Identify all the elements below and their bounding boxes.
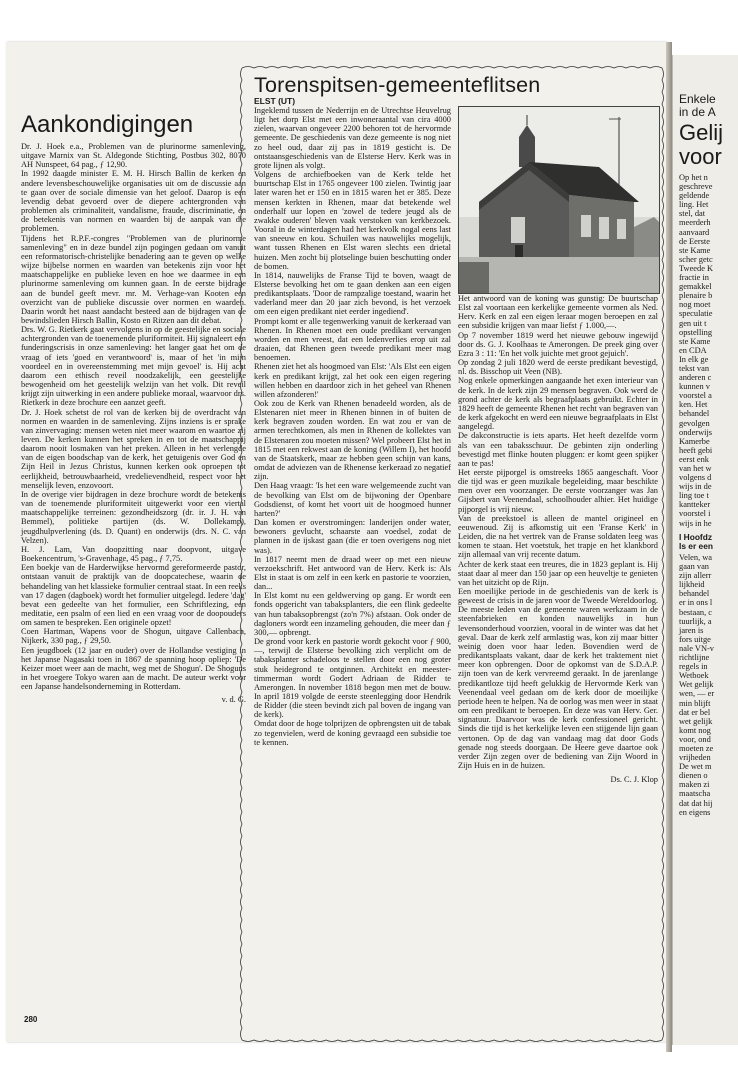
article-paragraph: Van de preekstoel is alleen de mantel origineel en eeuwenoud. Zij is afkomstig uit een 'Franse Kerk' in Leiden, die na het vertrek van de Franse soldaten leeg was komen te staan. Het voetstuk, het trapje en het klankbord zijn allemaal van vrij recente datum.: [458, 513, 658, 560]
article-paragraph: Op 7 november 1819 werd het nieuwe gebouw ingewijd door ds. G. J. Koolhaas te Amerongen. De preek ging over Ezra 3 : 11: 'En het volk juichte met groot gejuich'.: [458, 330, 658, 358]
announcement-paragraph: In 1992 daagde minister E. M. H. Hirsch Ballin de kerken en andere levensbeschouwelijke organisaties uit om de discussie aan te gaan over de sociale dimensie van het geloof. Daarop is een levendig debat gevoerd over de diepere achtergronden van problemen als criminaliteit, vandalisme, fraude, discriminatie, en de betekenis van normen en waarden bij de aanpak van die problemen.: [21, 169, 246, 234]
right-body-line: wen, — er: [679, 689, 715, 699]
right-body-line: wet gelijk: [679, 716, 713, 726]
right-body-line: ken. Het: [679, 400, 708, 410]
right-body-line: anderen c: [679, 373, 712, 383]
article-paragraph: De grond voor kerk en pastorie wordt gekocht voor ƒ 900,—, terwijl de Elsterse bevolking zich verplicht om de tabaksplanter schadeloos te stellen door een nog groter stuk heidegrond te ontginnen. Architekt en meester-timmerman wordt Godert Adriaan de Ridder te Amerongen. In november 1818 begon men met de bouw. In april 1819 volgde de eerste steenlegging door Hendrik de Ridder (die steen bevindt zich pal boven de ingang van de kerk).: [254, 637, 451, 720]
right-body-line: nale VN-v: [679, 643, 714, 653]
article-paragraph: In 1814, nauwelijks de Franse Tijd te boven, waagt de Elsterse bevolking het om te gaan denken aan een eigen predikantsplaats. 'Door de rampzalige toestand, waarin het vaderland meer dan 20 jaar zich bevond, is het verzoek om een eigen predikant niet eerder ingediend'.: [254, 270, 451, 317]
right-body-line: min blijft: [679, 698, 711, 708]
right-body-line: gaan van: [679, 562, 709, 572]
right-body-line: vrijheden: [679, 753, 711, 763]
right-body-line: ling toe t: [679, 491, 709, 501]
announcement-paragraph: Dr. J. Hoek schetst de rol van de kerken bij de overdracht van normen en waarden in de samenleving. Zijns inziens is er sprake van zinvervaging: mensen weten niet meer waarom en waartoe zij leven. De kerken kunnen het spreken in en tot de maatschappij daarom nooit losmaken van het preken. Alleen in het verlengde van de eigen boodschap van de kerk, het getuigenis over God en Zijn Heil in Jezus Christus, kunnen kerken ook oproepen tot eerlijkheid, betrouwbaarheid, vredelievendheid, respect voor het menselijk leven, enzovoort.: [21, 407, 246, 490]
right-body-line: er in ons l: [679, 598, 713, 608]
article-header: [254, 74, 654, 106]
article-column-2: [458, 294, 658, 784]
right-body-line: en eigens: [679, 807, 711, 817]
article-paragraph: Op zondag 2 juli 1820 werd de eerste predikant bevestigd, nl. ds. Bisschop uit Veen (NB).: [458, 358, 658, 377]
page-number: 280: [24, 1015, 38, 1024]
article-paragraph: In Elst komt nu een geldwerving op gang. Er wordt een fonds opgericht van tabaksplanters, die een flink gedeelte van hun tabaksopbrengst (zo'n 7%) afstaan. Ook onder de dagloners wordt een inzameling gehouden, die meer dan ƒ 300,— opbrengt.: [254, 591, 451, 637]
right-body-line: aanvaard: [679, 227, 710, 237]
announcement-paragraph: H. J. Lam, Van doopzitting naar doopvont, uitgave Boekencentrum, 's-Gravenhage, 45 pag., ƒ 7,75.: [21, 544, 246, 564]
right-body-line: ling. Het: [679, 200, 709, 210]
right-body-line: zijn allerr: [679, 571, 712, 581]
article-paragraph: Het antwoord van de koning was gunstig: De buurtschap Elst zal voortaan een kerkelijke gemeente vormen als Ned. Herv. Kerk en zal een eigen leraar mogen beroepen en zal een subsidie krijgen van maar liefst ƒ 1.000,—.: [458, 294, 658, 331]
right-body-line: en CDA: [679, 345, 707, 355]
right-title-line: Gelij: [679, 120, 724, 145]
article-signature: Ds. C. J. Klop: [610, 775, 658, 785]
article-location: ELST (UT): [254, 96, 296, 106]
right-body-line: fors uitge: [679, 634, 711, 644]
right-body-line: ste Kame: [679, 336, 711, 346]
right-body-line: dat dat hij: [679, 798, 713, 808]
announcements-signature: v. d. G.: [221, 695, 246, 705]
right-section-title: I Hoofdz: [679, 532, 713, 542]
article-paragraph: Den Haag vraagt: 'Is het een ware welgemeende zucht van de bevolking van Elst om de bijwoning der Openbare Godsdienst, of komt het voort uit de hoogmoed hunner harten?': [254, 481, 451, 518]
church-illustration: [459, 107, 659, 293]
right-body-line: In elk ge: [679, 354, 709, 364]
right-body-line: heeft gebi: [679, 445, 713, 455]
article-paragraph: Dan komen er overstromingen: landerijen onder water, bewoners gevlucht, schaarste aan voedsel, zodat de plannen in de ijskast gaan (die er toen overigens nog niet was).: [254, 518, 451, 555]
right-body-line: dat er bel: [679, 707, 711, 717]
right-body-text-2: [679, 553, 714, 817]
article-paragraph: Achter de kerk staat een treures, die in 1823 geplant is. Hij staat daar al meer dan 150 jaar op een heuveltje te genieten van het uitzicht op de Rijn.: [458, 559, 658, 587]
right-body-line: eerst enk: [679, 454, 709, 464]
article-paragraph: De dakconstructie is iets aparts. Het heeft dezelfde vorm als van een tabaksschuur. De gebinten zijn onderling bevestigd met flinke houten pluggen: er komt geen spijker aan te pas!: [458, 431, 658, 468]
right-body-line: gen uit t: [679, 318, 707, 328]
right-body-line: De wet m: [679, 762, 712, 772]
announcement-paragraph: Een jeugdboek (12 jaar en ouder) over de Hollandse vestiging in het Japanse Nagasaki toen in 1867 de spanning hoop opliep: 'De Keizer moet weer aan de macht, weg met de Shogun'. De Shoguns in het vroegere Tokyo waren aan de macht. De auteur werkt voor een Japanse handelsonderneming in Rotterdam.: [21, 645, 246, 692]
right-body-line: nog moet: [679, 300, 711, 310]
article-paragraph: Ingeklemd tussen de Nederrijn en de Utrechtse Heuvelrug ligt het dorp Elst met een inwoneraantal van cira 4000 zielen, waarvan ongeveer 2200 behoren tot de hervormde gemeente. De geschiedenis van deze gemeente is nog niet zo heel oud, daar zij pas in 1819 gesticht is. De ontstaansgeschiedenis van de Elsterse Herv. Kerk was in grote lijnen als volgt.: [254, 106, 451, 170]
announcements-title: Aankondigingen: [21, 111, 194, 138]
right-kicker-line: Enkele: [679, 92, 716, 106]
announcement-paragraph: Tijdens het R.P.F.-congres "Problemen van de plurinorme samenleving" en in deze bundel zijn pogingen gedaan om vanuit een reformatorisch-christelijke benadering aan te geven op welke wijze bijbelse normen en waarden van betekenis zijn voor het maatschappelijke en publieke leven en hoe we daarmee in een plurinorme samenleving om kunnen gaan. In de eerste bijdrage aan de bundel geeft mevr. mr. M. Verhage-van Kooten een overzicht van de publieke discussie over normen en waarden. Daarin wordt het naast aandacht besteed aan de bijdragen van de bewindslieden Hirsch Ballin, Kosto en Ritzen aan dit debat.: [21, 233, 246, 325]
announcement-paragraph: Drs. W. G. Rietkerk gaat vervolgens in op de geestelijke en sociale achtergronden van de toenemende pluriformiteit. Hij signaleert een funderingscrisis in onze samenleving: het langer gaat het om de vraag of iets 'goed en verantwoord' is, maar of het 'in mijn voordeel en in overeenstemming met mijn gevoel' is. Hij acht daarom een ethisch reveil noodzakelijk, een geestelijke bewogenheid om het geestelijk welzijn van het volk. Dit reveil krijgt zijn uitwerking in een andere publieke moraal, waarvoor drs. Rietkerk in deze brochure een aanzet geeft.: [21, 325, 246, 408]
right-body-line: voorstel i: [679, 509, 711, 519]
right-body-line: jaren is: [679, 625, 704, 635]
announcement-paragraph: In de overige vier bijdragen in deze brochure wordt de betekenis van de toenemende pluriformiteit uitgewerkt voor een viertal maatschappelijke terreinen: gezondheidszorg (dr. ir. J. H. van Bemmel), politieke partijen (ds. W. Dollekamp), jeugdhulpverlening (ds. D. Quant) en onderwijs (drs. N. C. van Velzen).: [21, 489, 246, 545]
article-paragraph: In 1817 neemt men de draad weer op met een nieuw verzoekschrift. Het antwoord van de Herv. Kerk is: Als Elst in staat is om zelf in een kerk en pastorie te voorzien, dan...: [254, 554, 451, 592]
right-body-line: wijs in de: [679, 482, 712, 492]
right-body-line: ste Kame: [679, 245, 711, 255]
announcements-column: [21, 112, 246, 705]
article-paragraph: Prompt komt er alle tegenwerking vanuit de kerkeraad van Rhenen. In Rhenen moet een oude predikant vervangen worden en men vreest, dat een ledenverlies erop uit zal draaien, dat Rhenen geen tweede predikant meer mag benoemen.: [254, 316, 451, 363]
right-body-line: behandel: [679, 409, 710, 419]
right-body-line: tuurlijk, a: [679, 616, 712, 626]
right-body-line: kantteker: [679, 500, 711, 510]
right-kicker-line: in de A: [679, 105, 716, 119]
right-body-line: regels in: [679, 662, 708, 672]
right-body-line: Wetboek: [679, 671, 709, 681]
right-kicker: [679, 93, 716, 119]
right-body-line: speculatie: [679, 309, 713, 319]
right-body-line: scher getc: [679, 254, 713, 264]
right-body-line: Velen, wa: [679, 553, 713, 562]
right-body-line: komt nog: [679, 725, 711, 735]
right-body-line: maatscha: [679, 789, 711, 799]
church-photo: [458, 106, 660, 294]
right-body-line: geschreve: [679, 182, 713, 192]
right-body-line: de Eerste: [679, 236, 710, 246]
right-body-line: gemakkel: [679, 282, 712, 292]
right-body-line: Wet gelijk: [679, 680, 714, 690]
right-body-line: van het w: [679, 464, 712, 473]
right-page-edge: [672, 55, 738, 1045]
article-paragraph: Rhenen ziet het als hoogmoed van Elst: 'Als Elst een eigen kerk en predikant krijgt, zal het ook een eigen regering willen hebben en daardoor zich in het geheel van Rhenen willen afzonderen!': [254, 362, 451, 399]
right-body-line: fractie in: [679, 273, 709, 283]
right-body-line: kunnen v: [679, 382, 710, 392]
right-body-line: onderwijs: [679, 427, 713, 437]
article-paragraph: Omdat door de hoge tolprijzen de opbrengsten uit de tabak zo tegenvielen, werd de koning gevraagd een subsidie toe te kennen.: [254, 719, 451, 747]
right-body-line: Kamerbe: [679, 436, 710, 446]
announcement-paragraph: Coen Hartman, Wapens voor de Shogun, uitgave Callenbach, Nijkerk, 330 pag., ƒ 29,50.: [21, 627, 246, 646]
right-body-line: geldende: [679, 191, 710, 201]
right-body-line: opstelling: [679, 327, 713, 337]
article-title: Torenspitsen-gemeenteflitsen: [254, 73, 541, 97]
announcement-paragraph: Dr. J. Hoek e.a., Problemen van de plurinorme samenleving, uitgave Marnix van St. Aldegonde Stichting, Postbus 302, 8070 AH Nunspeet, 64 pag., ƒ 12,90.: [21, 142, 246, 170]
right-body-line: plenaire b: [679, 291, 713, 301]
article-paragraph: Nog enkele opmerkingen aangaande het exen interieur van de kerk. In de kerk zijn 29 mensen begraven. Ook werd de grond achter de kerk als begraafplaats gebruikt. Echter in 1829 heeft de gemeente Rhenen het recht van begraven van de kerk afgekocht en werd een nieuwe begraafplaats in Elst aangelegd.: [458, 376, 658, 432]
article-paragraph: Het eerste pijporgel is omstreeks 1865 aangeschaft. Voor die tijd was er geen muzikale begeleiding, maar beschikte men over een voorzanger. De eerste voorzanger was Jan Gijsbert van Veenendaal, schoolhouder alhier. Het huidige pijporgel is vrij nieuw.: [458, 467, 658, 514]
right-section-heading: [679, 533, 713, 551]
right-body-line: Op het n: [679, 173, 708, 182]
article-paragraph: Volgens de archiefboeken van de Kerk telde het buurtschap Elst in 1765 ongeveer 100 zielen. Twintig jaar later waren het er 150 en in 1815 waren het er 385. Deze mensen kerkten in Rhenen, maar dat betekende wel onderhalf uur lopen en 'zowel de tedere jeugd als de zwakke ouderen' bleven vaak verstoken van kerkbezoek. Vooral in de winterdagen had het kerkvolk nogal eens last van sneeuw en kou. Schuilen was nauwelijks mogelijk, want tussen Rhenen en Elst waren slechts een drietal huizen. Men zocht bij plotselinge buien beschutting onder de bomen.: [254, 170, 451, 271]
right-body-line: moeten ze: [679, 743, 714, 753]
right-body-line: stel, dat: [679, 209, 706, 219]
right-body-line: behandel: [679, 589, 710, 599]
right-body-line: gevolgen: [679, 418, 710, 428]
announcement-paragraph: Een boekje van de Harderwijkse hervormd gereformeerde pastor, ontstaan vanuit de praktijk van de doopcatechese, waarin de behandeling van het klassieke formulier centraal staat. In een reeks van 17 dagen (dagboek) wordt het formulier uitgelegd. Iedere 'dag' bevat een gedeelte van het formulier, een Schriftlezing, een meditatie, een psalm of een lied en een vraag voor de doopouders om samen te bespreken. Een originele opzet!: [21, 563, 246, 628]
right-body-line: wijs in he: [679, 518, 712, 528]
right-section-subtitle: Is er een: [679, 541, 713, 552]
right-title: [679, 121, 723, 169]
right-body-line: tekst van: [679, 363, 710, 373]
right-body-line: voorstel a: [679, 391, 712, 401]
right-body-line: voor, ond: [679, 734, 711, 744]
right-body-line: Tweede K: [679, 263, 714, 273]
right-body-line: richtlijne: [679, 653, 710, 663]
right-body-line: lijkheid: [679, 580, 705, 590]
right-body-line: bestaan, c: [679, 607, 713, 617]
right-title-line: voor: [679, 144, 722, 169]
article-paragraph: Ook zou de Kerk van Rhenen benadeeld worden, als de Elstenaren niet meer in Rhenen binnen in of buiten de kerk begraven zouden worden. En wat zou er van de armen terechtkomen, als men in Rhenen de kollektes van de Elstenaren zou moeten missen? Wel probeert Elst het in 1815 met een rekwest aan de koning (Willem I), het hoofd van de Staatskerk, maar ze hebben geen schijn van kans, omdat de adviezen van de Rhenense kerkeraad zo negatief zijn.: [254, 399, 451, 482]
right-body-line: dienen o: [679, 771, 708, 781]
right-body-line: volgens d: [679, 473, 712, 483]
article-column-1: [254, 106, 451, 747]
right-body-text: [679, 173, 713, 528]
right-body-line: meerderh: [679, 218, 711, 228]
right-body-line: maken zi: [679, 780, 710, 790]
article-paragraph: Een moeilijke periode in de geschiedenis van de kerk is geweest de crisis in de jaren voor de Tweede Wereldoorlog. De meeste leden van de gemeente waren werkzaam in de steenfabrieken en konden nauwelijks in hun levensonderhoud voorzien, vooral in de winter was dat het geval. Daar de kerk zelf armlastig was, kon zij maar bitter weinig doen voor haar leden. Bovendien werd de predikantsplaats vakant, daar de kerk het traktement niet meer kon opbrengen. Door de opkomst van de S.D.A.P. zijn toen van de kerk vervreemd geraakt. In de jarenlange predikantloze tijd heeft gelukkig de Hervormde Kerk van Veenendaal veel gedaan om de kerk door de moeilijke periode heen te helpen. Na de oorlog was men weer in staat om een predikant te beroepen. En deze was van Herv. Ger. signatuur. Daarvoor was de kerk confessioneel gericht. Sinds die tijd is het kerkelijke leven een stijgende lijn gaan vertonen. Op de dag van vandaag mag dat door Gods genade nog steeds doorgaan. De Heere geve daartoe ook verder Zijn zegen over de bediening van Zijn Woord in Zijn Huis en in de huizen.: [458, 587, 658, 770]
